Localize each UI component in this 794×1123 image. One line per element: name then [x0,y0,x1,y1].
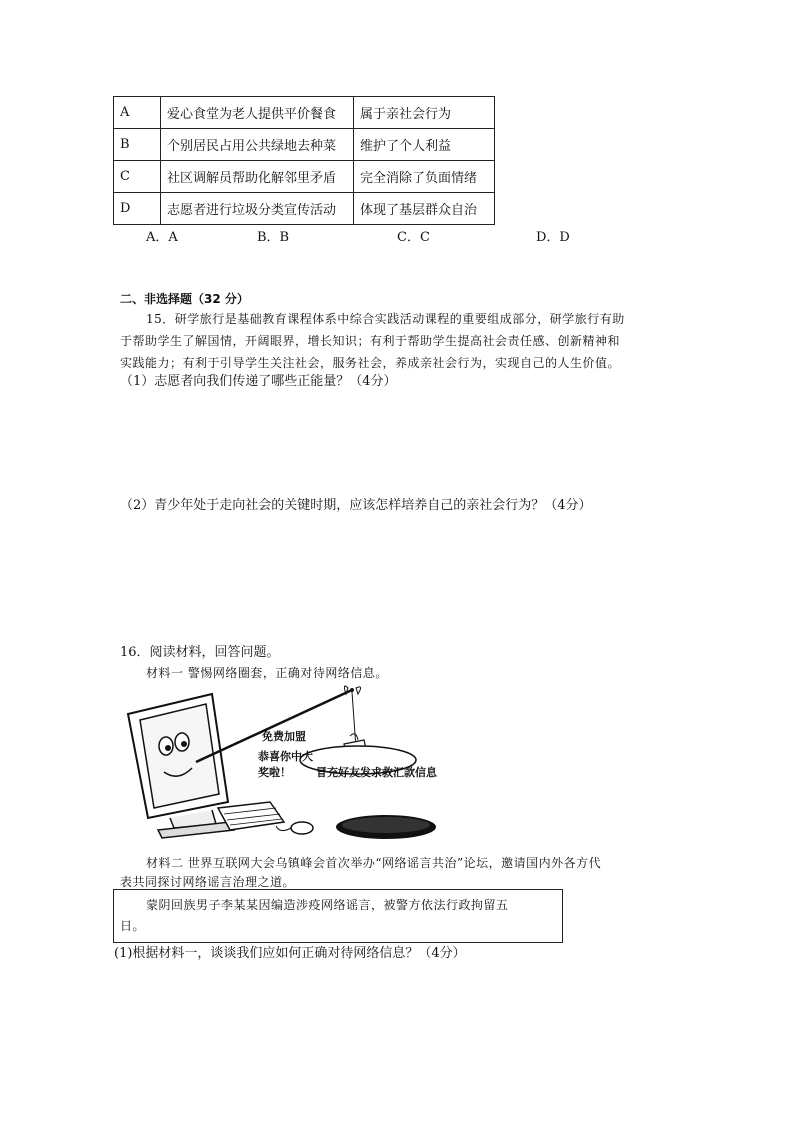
row-letter: B [114,129,161,161]
label-prize-line1: 恭喜你中大 [258,750,313,763]
label-free-join: 免费加盟 [262,730,306,743]
row-event: 社区调解员帮助化解邻里矛盾 [161,161,354,193]
q15-line2: 于帮助学生了解国情，开阔眼界，增长知识；有利于帮助学生提高社会责任感、创新精神和 [120,334,621,348]
label-prize-line2: 奖啦！ [258,766,291,779]
q16-material2-line2: 表共同探讨网络谣言治理之道。 [120,875,296,889]
q15-sub2: （2）青少年处于走向社会的关键时期，应该怎样培养自己的亲社会行为？（4分） [120,498,592,513]
table-row [114,161,495,193]
choice-a[interactable]: A．A [146,230,178,245]
row-event: 志愿者进行垃圾分类宣传活动 [161,193,354,225]
choice-c[interactable]: C．C [397,230,430,245]
news-box [113,889,563,943]
q16-material1: 材料一 警惕网络圈套，正确对待网络信息。 [146,666,388,680]
cartoon-illustration [120,684,450,842]
row-letter: A [114,97,161,129]
q16-title: 16．阅读材料，回答问题。 [120,645,280,660]
q16-sub1: (1)根据材料一，谈谈我们应如何正确对待网络信息？（4分） [114,946,466,961]
row-judgement: 体现了基层群众自治 [354,193,495,225]
row-event: 个别居民占用公共绿地去种菜 [161,129,354,161]
choice-d[interactable]: D．D [536,230,570,245]
table-row [114,97,495,129]
section-title: 二、非选择题（32 分） [120,292,249,306]
row-event: 爱心食堂为老人提供平价餐食 [161,97,354,129]
news-box-line2: 日。 [120,919,146,933]
row-letter: D [114,193,161,225]
choice-b[interactable]: B．B [257,230,290,245]
row-judgement: 完全消除了负面情绪 [354,161,495,193]
label-fake-friend: 冒充好友发求救汇款信息 [316,766,437,779]
q16-material2-line1: 材料二 世界互联网大会乌镇峰会首次举办“网络谣言共治”论坛，邀请国内外各方代 [146,856,602,870]
q15-sub1: （1）志愿者向我们传递了哪些正能量？（4分） [120,374,397,389]
q15-line1: 15．研学旅行是基础教育课程体系中综合实践活动课程的重要组成部分，研学旅行有助 [146,312,625,326]
table-row [114,129,495,161]
news-box-line1: 蒙阴回族男子李某某因编造涉疫网络谣言，被警方依法行政拘留五 [146,898,509,912]
q15-line3: 实践能力；有利于引导学生关注社会，服务社会，养成亲社会行为，实现自己的人生价值。 [120,356,621,370]
row-judgement: 维护了个人利益 [354,129,495,161]
table-row [114,193,495,225]
options-table [113,96,495,225]
row-judgement: 属于亲社会行为 [354,97,495,129]
row-letter: C [114,161,161,193]
